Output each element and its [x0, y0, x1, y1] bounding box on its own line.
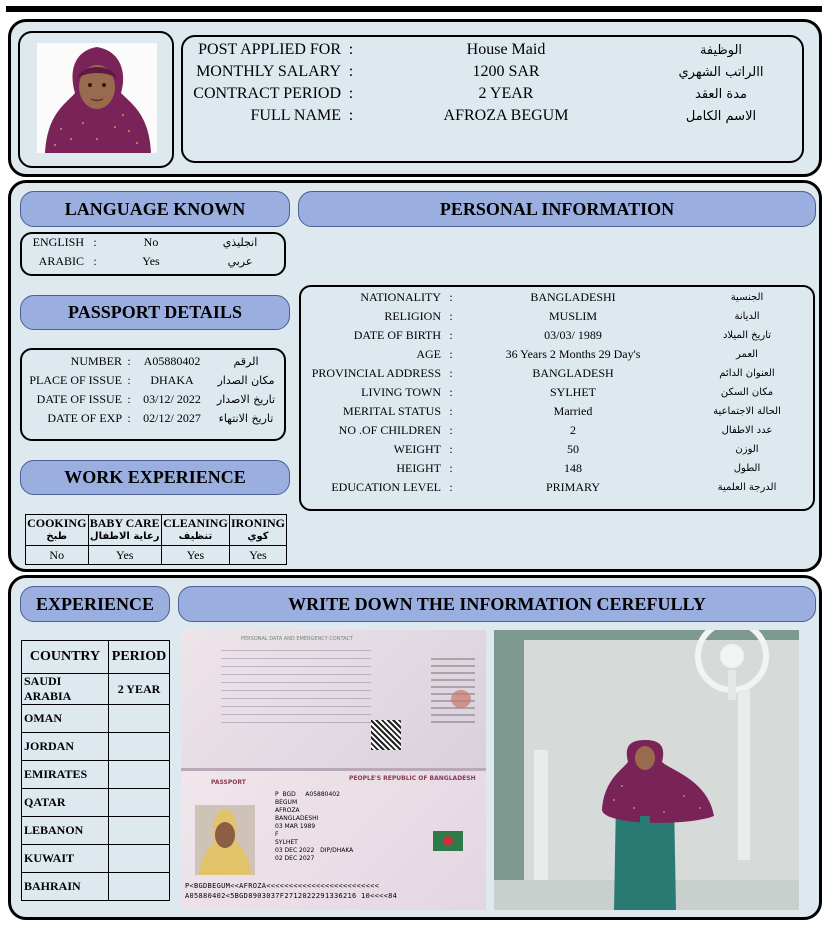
instruction-heading: WRITE DOWN THE INFORMATION CEREFULLY: [178, 586, 816, 622]
country-column-header: COUNTRY: [22, 641, 109, 674]
passport-label: PLACE OF ISSUE: [29, 373, 122, 387]
work-experience-table: [25, 514, 287, 565]
passport-value: 03/12/ 2022: [143, 392, 201, 406]
passport-data-page: [181, 630, 486, 768]
work-skill-en: COOKING: [27, 516, 87, 530]
passport-photo: [195, 805, 255, 875]
country-cell: SAUDI ARABIA: [22, 674, 109, 705]
applicant-headshot: [37, 43, 157, 153]
passport-arabic: تاريخ الانتهاء: [218, 412, 274, 425]
personal-row: [301, 459, 809, 478]
country-cell: JORDAN: [22, 733, 109, 761]
colon-separator: :: [127, 354, 131, 368]
passport-fields: [275, 791, 353, 863]
table-row: [22, 789, 170, 817]
header-arabic: مدة العقد: [695, 86, 747, 102]
passport-row: [22, 390, 284, 409]
table-row: [22, 845, 170, 873]
period-cell: [109, 845, 170, 873]
colon-separator: :: [449, 423, 453, 437]
header-row: [183, 61, 791, 83]
header-row: [183, 105, 791, 127]
header-value: House Maid: [466, 41, 546, 58]
language-row: [22, 252, 284, 271]
top-rule: [6, 6, 822, 12]
personal-row: [301, 478, 809, 497]
personal-label: MERITAL STATUS: [343, 404, 441, 418]
language-value: Yes: [142, 254, 160, 268]
passport-authority: DIP/DHAKA: [320, 847, 354, 854]
colon-separator: :: [348, 85, 354, 102]
passport-code: BGD: [282, 791, 296, 798]
personal-value: 36 Years 2 Months 29 Day's: [505, 347, 641, 361]
work-skill-header: [26, 515, 89, 546]
personal-label: LIVING TOWN: [361, 385, 441, 399]
personal-label: HEIGHT: [396, 461, 441, 475]
personal-arabic: العمر: [736, 349, 758, 360]
country-label: PEOPLE'S REPUBLIC OF BANGLADESH: [349, 775, 476, 782]
passport-value: DHAKA: [150, 373, 194, 387]
passport-row: [22, 352, 284, 371]
colon-separator: :: [449, 366, 453, 380]
work-skill-value: Yes: [161, 546, 229, 565]
language-value: No: [143, 235, 159, 249]
header-value: 1200 SAR: [472, 63, 540, 80]
personal-arabic: الجنسية: [730, 292, 764, 303]
header-row: [183, 83, 791, 105]
passport-type: P: [275, 791, 279, 798]
personal-row: [301, 307, 809, 326]
experience-heading: EXPERIENCE: [20, 586, 170, 622]
period-cell: [109, 705, 170, 733]
language-known-heading: LANGUAGE KNOWN: [20, 191, 290, 227]
work-skill-value: Yes: [88, 546, 161, 565]
experience-section: [8, 575, 822, 920]
personal-value: MUSLIM: [548, 309, 597, 323]
work-skill-en: BABY CARE: [89, 516, 160, 530]
country-cell: BAHRAIN: [22, 873, 109, 901]
passport-bio-page: [181, 771, 486, 910]
work-experience-heading: WORK EXPERIENCE: [20, 460, 290, 495]
passport-row: [22, 371, 284, 390]
details-section: [8, 180, 822, 572]
passport-expiry-date: 02 DEC 2027: [275, 855, 315, 862]
passport-dob: 03 MAR 1989: [275, 823, 316, 830]
personal-value: BANGLADESHI: [530, 290, 616, 304]
work-skill-value: Yes: [229, 546, 286, 565]
personal-value: 50: [567, 442, 579, 456]
personal-arabic: الدرجة العلمية: [717, 482, 777, 493]
table-row: [22, 761, 170, 789]
language-arabic: انجليذي: [222, 236, 258, 249]
photo-frame: [18, 31, 174, 168]
table-row: [22, 733, 170, 761]
colon-separator: :: [348, 41, 354, 58]
qr-code-icon: [371, 720, 401, 750]
personal-label: DATE OF BIRTH: [353, 328, 441, 342]
work-skill-header: [229, 515, 286, 546]
passport-arabic: تاريخ الاصدار: [216, 393, 276, 406]
personal-row: [301, 345, 809, 364]
personal-value: 2: [570, 423, 576, 437]
passport-birthplace: SYLHET: [275, 839, 298, 846]
colon-separator: :: [449, 404, 453, 418]
work-skill-header: [161, 515, 229, 546]
personal-label: NO .OF CHILDREN: [338, 423, 441, 437]
table-row: [22, 817, 170, 845]
header-label: MONTHLY SALARY: [196, 63, 341, 80]
table-row: [22, 705, 170, 733]
personal-arabic: مكان السكن: [720, 387, 774, 398]
personal-arabic: الديانة: [734, 311, 760, 322]
header-section: [8, 19, 822, 177]
period-cell: [109, 873, 170, 901]
table-row: [22, 873, 170, 901]
personal-row: [301, 402, 809, 421]
personal-information-heading: PERSONAL INFORMATION: [298, 191, 816, 227]
colon-separator: :: [348, 63, 354, 80]
passport-label: DATE OF ISSUE: [36, 392, 122, 406]
personal-arabic: تاريخ الميلاد: [722, 330, 772, 341]
passport-text-lines: [221, 650, 371, 730]
work-skill-en: CLEANING: [163, 516, 228, 530]
colon-separator: :: [127, 411, 131, 425]
passport-row: [22, 409, 284, 428]
passport-surname: BEGUM: [275, 799, 298, 806]
language-label: ARABIC: [38, 254, 84, 268]
header-label: FULL NAME: [250, 107, 341, 124]
mrz-line-2: A05880402<5BGD8903037F2712022291336216 10<<<<84: [185, 892, 398, 900]
period-cell: [109, 761, 170, 789]
work-skill-en: IRONING: [230, 516, 285, 530]
country-cell: EMIRATES: [22, 761, 109, 789]
passport-given-name: AFROZA: [275, 807, 300, 814]
header-label: POST APPLIED FOR: [198, 41, 341, 58]
passport-value: 02/12/ 2027: [143, 411, 201, 425]
country-cell: OMAN: [22, 705, 109, 733]
header-row: [183, 39, 791, 61]
personal-row: [301, 326, 809, 345]
header-value: 2 YEAR: [478, 85, 534, 102]
personal-row: [301, 288, 809, 307]
flag-icon: [433, 831, 463, 851]
passport-sex: F: [275, 831, 279, 838]
table-row: [22, 674, 170, 705]
country-cell: LEBANON: [22, 817, 109, 845]
personal-label: WEIGHT: [393, 442, 441, 456]
work-skill-value: No: [26, 546, 89, 565]
personal-row: [301, 421, 809, 440]
header-label: CONTRACT PERIOD: [193, 85, 341, 102]
period-cell: [109, 733, 170, 761]
country-experience-table: [21, 640, 170, 901]
language-row: [22, 233, 284, 252]
personal-value: 03/03/ 1989: [544, 328, 602, 342]
language-arabic: عربي: [227, 255, 253, 268]
passport-details-heading: PASSPORT DETAILS: [20, 295, 290, 330]
colon-separator: :: [348, 107, 354, 124]
country-cell: KUWAIT: [22, 845, 109, 873]
colon-separator: :: [127, 392, 131, 406]
passport-mrz: [185, 881, 397, 901]
full-body-photo: [494, 630, 799, 910]
personal-label: AGE: [416, 347, 441, 361]
colon-separator: :: [93, 235, 97, 249]
personal-value: 148: [564, 461, 582, 475]
passport-data-heading: PERSONAL DATA AND EMERGENCY CONTACT: [241, 636, 354, 642]
language-label: ENGLISH: [32, 235, 84, 249]
work-skill-ar: كوي: [247, 531, 269, 542]
passport-label: DATE OF EXP: [47, 411, 122, 425]
personal-value: Married: [553, 404, 593, 418]
colon-separator: :: [449, 461, 453, 475]
personal-label: PROVINCIAL ADDRESS: [311, 366, 441, 380]
personal-arabic: الطول: [733, 463, 761, 474]
passport-panel: [20, 348, 286, 441]
personal-value: PRIMARY: [545, 480, 601, 494]
personal-arabic: الوزن: [735, 444, 759, 455]
passport-issue-date: 03 DEC 2022: [275, 847, 315, 854]
colon-separator: :: [449, 442, 453, 456]
passport-value: A05880402: [143, 354, 201, 368]
personal-label: RELIGION: [384, 309, 441, 323]
work-skill-ar: تنظيف: [178, 531, 213, 542]
passport-number: A05880402: [305, 791, 340, 798]
work-skill-ar: طبخ: [46, 531, 68, 542]
personal-value: SYLHET: [550, 385, 596, 399]
colon-separator: :: [93, 254, 97, 268]
personal-arabic: عدد الاطفال: [721, 425, 773, 436]
work-skill-header: [88, 515, 161, 546]
period-cell: 2 YEAR: [109, 674, 170, 705]
header-value: AFROZA BEGUM: [443, 107, 569, 124]
colon-separator: :: [449, 385, 453, 399]
personal-label: EDUCATION LEVEL: [331, 480, 441, 494]
personal-arabic: العنوان الدائم: [719, 368, 775, 379]
passport-label: NUMBER: [70, 354, 122, 368]
colon-separator: :: [449, 328, 453, 342]
period-cell: [109, 789, 170, 817]
seal-icon: [451, 690, 471, 708]
colon-separator: :: [449, 309, 453, 323]
passport-arabic: الرقم: [233, 355, 259, 368]
personal-row: [301, 364, 809, 383]
language-panel: [20, 232, 286, 276]
colon-separator: :: [449, 347, 453, 361]
passport-nationality: BANGLADESHI: [275, 815, 319, 822]
passport-arabic: مكان الصدار: [217, 374, 275, 387]
colon-separator: :: [449, 480, 453, 494]
work-skill-ar: رعاية الاطفال: [89, 531, 160, 542]
header-arabic: االراتب الشهري: [678, 64, 764, 80]
colon-separator: :: [449, 290, 453, 304]
header-arabic: الاسم الكامل: [685, 108, 757, 124]
personal-row: [301, 440, 809, 459]
personal-value: BANGLADESH: [532, 366, 614, 380]
header-arabic: الوظيفة: [699, 42, 743, 58]
passport-scan-image: [181, 630, 486, 910]
personal-row: [301, 383, 809, 402]
personal-label: NATIONALITY: [360, 290, 441, 304]
country-cell: QATAR: [22, 789, 109, 817]
period-cell: [109, 817, 170, 845]
personal-info-panel: [299, 285, 815, 511]
personal-arabic: الحالة الاجتماعية: [713, 406, 781, 417]
passport-label: PASSPORT: [211, 779, 246, 786]
colon-separator: :: [127, 373, 131, 387]
job-info-panel: [181, 35, 804, 163]
period-column-header: PERIOD: [109, 641, 170, 674]
mrz-line-1: P<BGDBEGUM<<AFROZA<<<<<<<<<<<<<<<<<<<<<<<<<: [185, 882, 380, 890]
